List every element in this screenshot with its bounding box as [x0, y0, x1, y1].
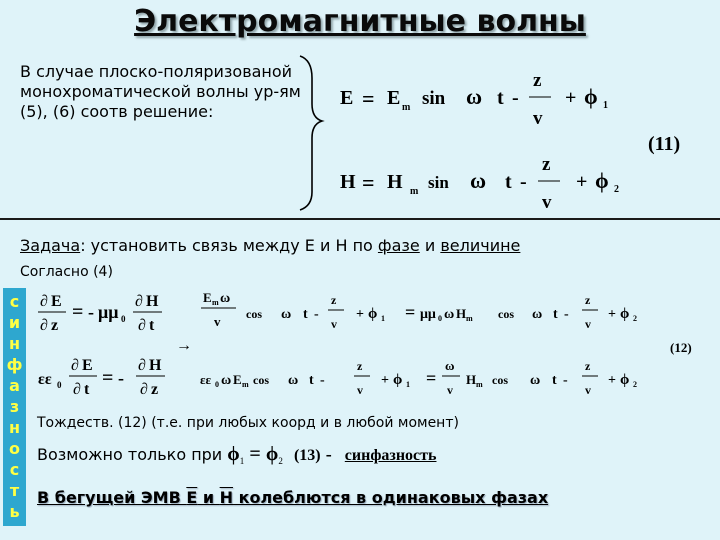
r1r-t2: t [553, 307, 558, 322]
conclusion [37, 488, 548, 507]
sidebar-letter: н [8, 334, 21, 353]
sidebar-letter: н [8, 418, 21, 437]
r1r-omega2: ω [281, 307, 292, 322]
r2-t: t [84, 381, 90, 398]
eq-h-plus: + [576, 171, 588, 193]
arrow-symbol: → [176, 337, 192, 354]
r1r-z2: z [585, 293, 591, 307]
eq-e-phi-sub: 1 [603, 100, 608, 111]
eq-h-lhs: H [340, 171, 356, 193]
sidebar-letter: з [9, 397, 20, 416]
task-and: и [419, 236, 441, 255]
eq-h-omega: ω [470, 168, 487, 193]
phi-2-sub: 2 [278, 456, 283, 467]
vector-e: Е [186, 488, 198, 507]
equation-number-11: (11) [648, 133, 681, 155]
r1r-cos: cos [246, 307, 262, 321]
r1r-eq: = [405, 302, 416, 322]
r1r-v3: v [585, 317, 591, 331]
r1-d3: ∂ [135, 293, 143, 310]
eq-e-t: t [497, 87, 504, 109]
eq-e-z: z [533, 70, 542, 91]
task-magnitude: величине [440, 236, 521, 255]
eq-e-plus: + [565, 87, 577, 109]
sidebar-letter: т [9, 481, 20, 500]
sidebar-letter: с [9, 292, 20, 311]
phi-1-sub: 1 [239, 456, 245, 467]
eq-e-phi: ϕ [584, 84, 598, 109]
r2r-eq: = [426, 368, 437, 388]
r2r-phi: ϕ [393, 372, 403, 388]
r2r-omega2: ω [288, 373, 299, 388]
r2r-cos2: cos [492, 373, 508, 387]
eq-h-sub: m [410, 186, 419, 197]
r2r-hm: H [466, 372, 477, 387]
r1r-m: m [212, 298, 219, 307]
eq-e-fn: sin [422, 88, 446, 109]
r2-d2: ∂ [73, 381, 81, 398]
sidebar-letter: с [9, 460, 20, 479]
task-colon: : [80, 236, 86, 255]
r1-z: z [51, 317, 59, 334]
r2r-one: 1 [406, 380, 410, 389]
eq-e-sub: m [402, 102, 411, 113]
task-text: установить связь между Е и Н по [85, 236, 378, 255]
r2-h: H [149, 357, 162, 374]
eq-h-fn: sin [428, 173, 449, 192]
r1r-mu: μμ [420, 307, 436, 322]
r2-zero: 0 [57, 380, 62, 390]
r1r-two: 2 [633, 314, 637, 323]
intro-text: В случае плоско-поляризованой монохроматической волны ур-ям (5), (6) соотв решение: [20, 62, 301, 121]
r2r-t: t [309, 373, 314, 388]
r1r-omega: ω [220, 291, 231, 306]
r2r-eps: εε [200, 372, 212, 387]
sidebar-letter: и [8, 313, 21, 332]
r2-neg: - [118, 368, 124, 388]
r1r-phi: ϕ [368, 306, 378, 322]
page-title: Электромагнитные волны [134, 4, 586, 39]
r2r-plus2: + [608, 373, 616, 388]
conclusion-part1: В бегущей ЭМВ [37, 488, 187, 507]
r1-mu: μμ [98, 302, 119, 322]
r2r-two: 2 [633, 380, 637, 389]
r1-h: H [146, 293, 159, 310]
r1-d1: ∂ [40, 293, 48, 310]
r1-t: t [149, 317, 155, 334]
task-label: Задача [20, 236, 81, 255]
r2-e: E [82, 357, 93, 374]
r1-neg: - [88, 302, 94, 322]
eq-h-amp: H [387, 171, 403, 193]
r2r-plus: + [381, 373, 389, 388]
r2r-z: z [357, 359, 363, 373]
eq-e-v: v [533, 108, 543, 129]
eq-h-minus: - [520, 171, 527, 193]
condition-line [37, 443, 436, 466]
r2r-m: m [242, 380, 249, 389]
eq-e-eq: = [362, 86, 375, 111]
sidebar-letter: а [9, 376, 20, 395]
r1r-hm: H [456, 306, 467, 321]
phi-2: ϕ [265, 443, 279, 465]
r2r-minus2: - [563, 373, 568, 388]
r1r-m2: m [466, 314, 473, 323]
r1r-v: v [214, 314, 221, 329]
eq-e-omega: ω [466, 84, 483, 109]
eq-h-t: t [505, 171, 512, 193]
equation-number-13: (13) [293, 447, 321, 464]
condition-text: Возможно только при [37, 445, 223, 464]
r1r-z: z [331, 293, 337, 307]
r2-d1: ∂ [71, 357, 79, 374]
eq-e-amp: E [387, 87, 401, 109]
r2-eps: εε [38, 371, 52, 388]
r1r-minus: - [314, 307, 319, 322]
phi-1: ϕ [227, 443, 240, 465]
r2r-v3: v [585, 383, 591, 397]
r2r-zero: 0 [215, 380, 219, 389]
r2r-m2: m [476, 380, 483, 389]
r1r-omega4: ω [532, 307, 543, 322]
r1-e: E [51, 293, 62, 310]
r2-z: z [151, 381, 159, 398]
r2r-v: v [357, 383, 363, 397]
r1r-one: 1 [381, 314, 385, 323]
r1r-minus2: - [564, 307, 569, 322]
conclusion-part3: колеблются в одинаковых фазах [233, 488, 549, 507]
r1r-plus2: + [608, 307, 616, 322]
r2r-em: E [233, 372, 242, 387]
r1-eq: = [72, 301, 84, 323]
r2r-t2: t [552, 373, 557, 388]
r2r-omega: ω [221, 373, 232, 388]
r2r-v2: v [447, 383, 453, 397]
r1r-zero: 0 [438, 314, 442, 323]
equation-number-12: (12) [670, 340, 692, 355]
r2r-cos: cos [253, 373, 269, 387]
r1-d2: ∂ [40, 317, 48, 334]
r1r-cos2: cos [498, 307, 514, 321]
r2r-omega4: ω [530, 373, 541, 388]
eq-e-lhs: E [340, 87, 354, 109]
sidebar-letter: ь [9, 502, 20, 521]
condition-eq: = [249, 443, 261, 465]
r2r-minus: - [320, 373, 325, 388]
r1-d4: ∂ [138, 317, 146, 334]
task-phase: фазе [377, 236, 420, 255]
r2r-z2: z [585, 359, 591, 373]
vector-h: Н [219, 488, 234, 507]
eq-h-phi: ϕ [595, 168, 609, 193]
r2-eq: = [102, 367, 114, 389]
eq-e-minus: - [512, 87, 519, 109]
condition-dash: - [325, 444, 332, 464]
sinphase-term: синфазность [344, 447, 437, 464]
r1r-em: E [203, 290, 212, 305]
according-to-4: Согласно (4) [20, 264, 113, 280]
sidebar-letter: о [9, 439, 20, 458]
r2r-phi2: ϕ [620, 372, 630, 388]
conclusion-part2: и [197, 488, 220, 507]
r2r-omega3: ω [445, 358, 455, 373]
sidebar-letter: ф [6, 355, 23, 374]
eq-h-v: v [542, 192, 552, 213]
r1r-plus: + [356, 307, 364, 322]
r1-zero: 0 [121, 314, 126, 324]
r1r-t: t [303, 307, 308, 322]
eq-h-eq: = [362, 170, 375, 195]
r1r-v2: v [331, 317, 337, 331]
identity-note: Тождеств. (12) (т.е. при любых коорд и в любой момент) [37, 415, 459, 431]
eq-h-z: z [542, 154, 551, 175]
r2-d4: ∂ [140, 381, 148, 398]
r1r-omega3: ω [444, 307, 455, 322]
r2-d3: ∂ [138, 357, 146, 374]
r1r-phi2: ϕ [620, 306, 630, 322]
eq-h-phi-sub: 2 [614, 184, 619, 195]
